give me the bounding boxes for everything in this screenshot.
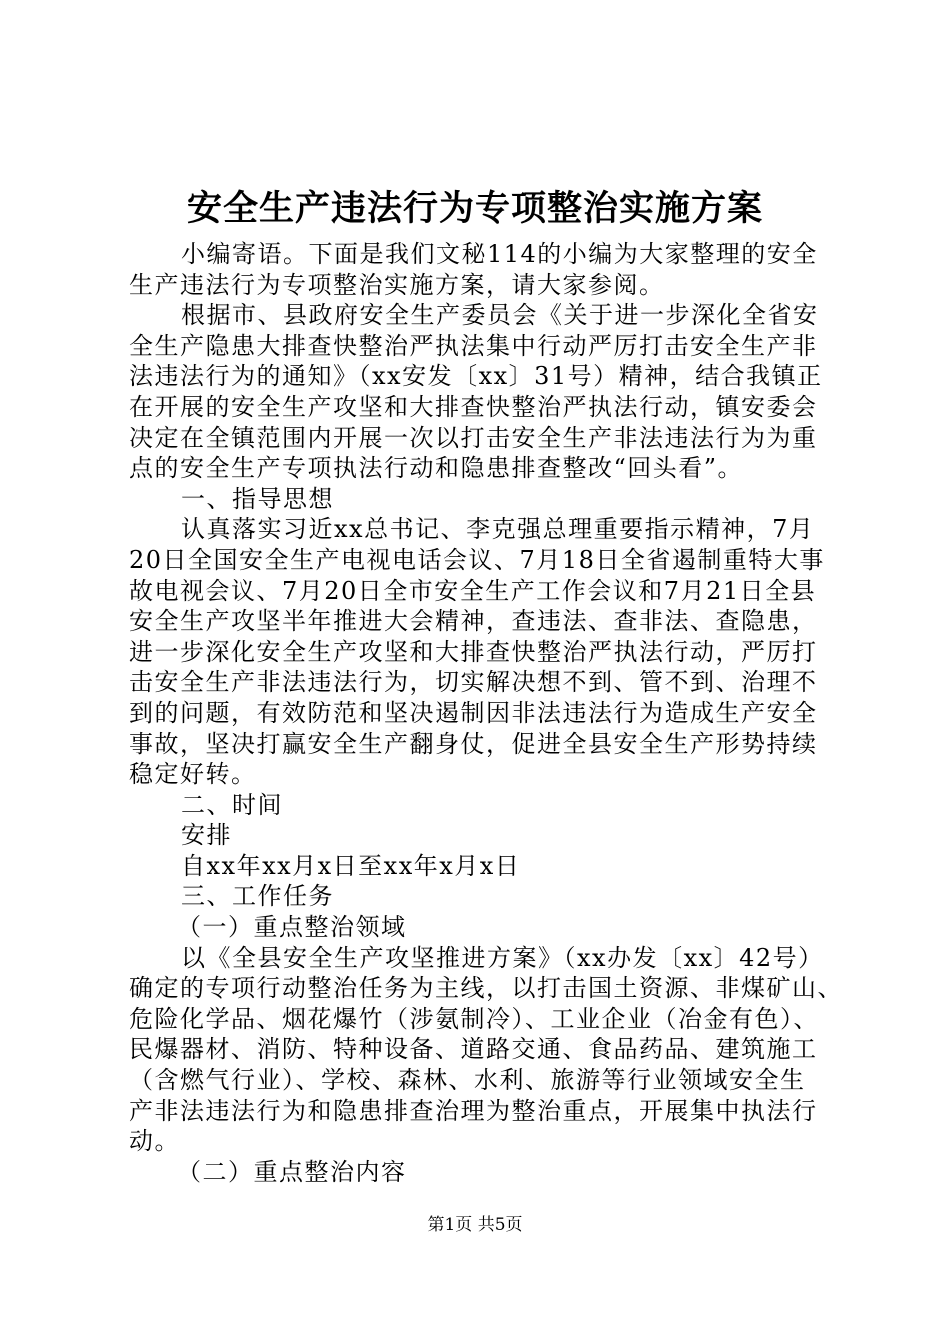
subsection-heading: （二）重点整治内容 [177, 1157, 407, 1186]
paragraph-line: 根据市、县政府安全生产委员会《关于进一步深化全省安 [181, 301, 819, 330]
document-body [129, 239, 843, 1187]
paragraph-line: 认真落实习近xx总书记、李克强总理重要指示精神，7月 [181, 515, 815, 544]
paragraph-line: 产非法违法行为和隐患排查治理为整治重点，开展集中执法行 [129, 1096, 818, 1125]
paragraph-line: 生产违法行为专项整治实施方案，请大家参阅。 [129, 270, 665, 299]
paragraph-line: 进一步深化安全生产攻坚和大排查快整治严执法行动，严厉打 [129, 637, 818, 666]
subsection-heading: （一）重点整治领域 [177, 913, 407, 942]
paragraph-line: 点的安全生产专项执法行动和隐患排查整改“回头看”。 [129, 454, 744, 483]
paragraph-line: 稳定好转。 [129, 760, 257, 789]
paragraph-line: 故电视会议、7月20日全市安全生产工作会议和7月21日全县 [129, 576, 817, 605]
document-title: 安全生产违法行为专项整治实施方案 [186, 188, 763, 229]
paragraph-line: 20日全国安全生产电视电话会议、7月18日全省遏制重特大事 [129, 545, 825, 574]
section-heading: 一、指导思想 [181, 484, 334, 513]
paragraph-line: 危险化学品、烟花爆竹（涉氨制冷）、工业企业（冶金有色）、 [129, 1004, 819, 1033]
paragraph-line: 自xx年xx月x日至xx年x月x日 [181, 851, 521, 880]
paragraph-line: 法违法行为的通知》（xx安发〔xx〕31号）精神，结合我镇正 [129, 362, 823, 391]
paragraph-line: （含燃气行业）、学校、森林、水利、旅游等行业领域安全生 [129, 1066, 806, 1095]
paragraph-line: 击安全生产非法违法行为，切实解决想不到、管不到、治理不 [129, 668, 818, 697]
paragraph-line: 小编寄语。下面是我们文秘114的小编为大家整理的安全 [181, 240, 818, 268]
paragraph-line: 到的问题，有效防范和坚决遏制因非法违法行为造成生产安全 [129, 698, 818, 727]
paragraph-line: 决定在全镇范围内开展一次以打击安全生产非法违法行为为重 [129, 423, 818, 452]
paragraph-line: 事故，坚决打赢安全生产翻身仗，促进全县安全生产形势持续 [129, 729, 818, 758]
section-heading: 三、工作任务 [181, 882, 334, 911]
paragraph-line: 在开展的安全生产攻坚和大排查快整治严执法行动，镇安委会 [129, 392, 818, 421]
paragraph-line: 民爆器材、消防、特种设备、道路交通、食品药品、建筑施工 [129, 1035, 818, 1064]
paragraph-line: 确定的专项行动整治任务为主线，以打击国土资源、非煤矿山、 [129, 974, 843, 1003]
paragraph-line: 全生产隐患大排查快整治严执法集中行动严厉打击安全生产非 [129, 331, 818, 360]
paragraph-line: 安排 [181, 821, 232, 850]
page-footer: 第1页 共5页 [427, 1215, 523, 1235]
section-heading: 二、时间 [181, 790, 283, 819]
paragraph-line: 安全生产攻坚半年推进大会精神，查违法、查非法、查隐患， [129, 607, 818, 636]
paragraph-line: 以《全县安全生产攻坚推进方案》（xx办发〔xx〕42号） [181, 943, 824, 972]
paragraph-line: 动。 [129, 1127, 180, 1156]
